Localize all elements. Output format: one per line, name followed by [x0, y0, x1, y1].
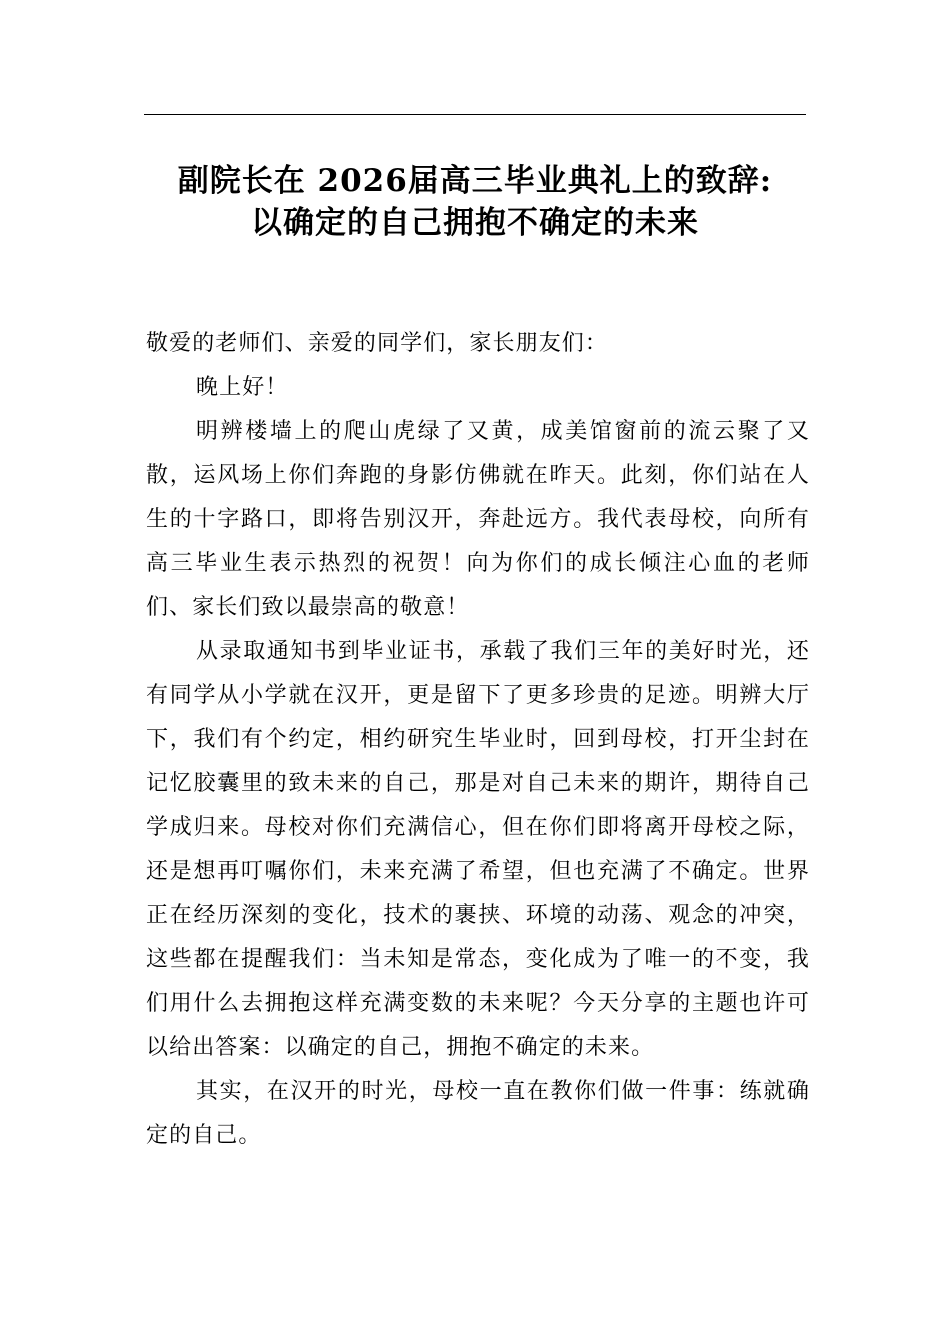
- document-body: [146, 322, 810, 1158]
- salutation: 敬爱的老师们、亲爱的同学们，家长朋友们：: [146, 331, 609, 356]
- document-title: [120, 160, 830, 244]
- paragraph-3: 其实，在汉开的时光，母校一直在教你们做一件事：练就确定的自己。: [146, 1079, 810, 1148]
- paragraph-2: 从录取通知书到毕业证书，承载了我们三年的美好时光，还有同学从小学就在汉开，更是留下了更多珍贵的足迹。明辨大厅下，我们有个约定，相约研究生毕业时，回到母校，打开尘封在记忆胶囊里的致未来的自己，那是对自己未来的期许，期待自己学成归来。母校对你们充满信心，但在你们即将离开母校之际，还是想再叮嘱你们，未来充满了希望，但也充满了不确定。世界正在经历深刻的变化，技术的裹挟、环境的动荡、观念的冲突，这些都在提醒我们：当未知是常态，变化成为了唯一的不变，我们用什么去拥抱这样充满变数的未来呢？今天分享的主题也许可以给出答案：以确定的自己，拥抱不确定的未来。: [146, 639, 810, 1060]
- title-line-1: 副院长在 2026届高三毕业典礼上的致辞:: [177, 163, 773, 199]
- paragraph-1: 明辨楼墙上的爬山虎绿了又黄，成美馆窗前的流云聚了又散，运风场上你们奔跑的身影仿佛就在昨天。此刻，你们站在人生的十字路口，即将告别汉开，奔赴远方。我代表母校，向所有高三毕业生表示热烈的祝贺！向为你们的成长倾注心血的老师们、家长们致以最崇高的敬意！: [146, 419, 810, 620]
- header-rule: [144, 114, 806, 115]
- greeting: 晚上好！: [196, 375, 289, 400]
- title-line-2: 以确定的自己拥抱不确定的未来: [251, 205, 699, 241]
